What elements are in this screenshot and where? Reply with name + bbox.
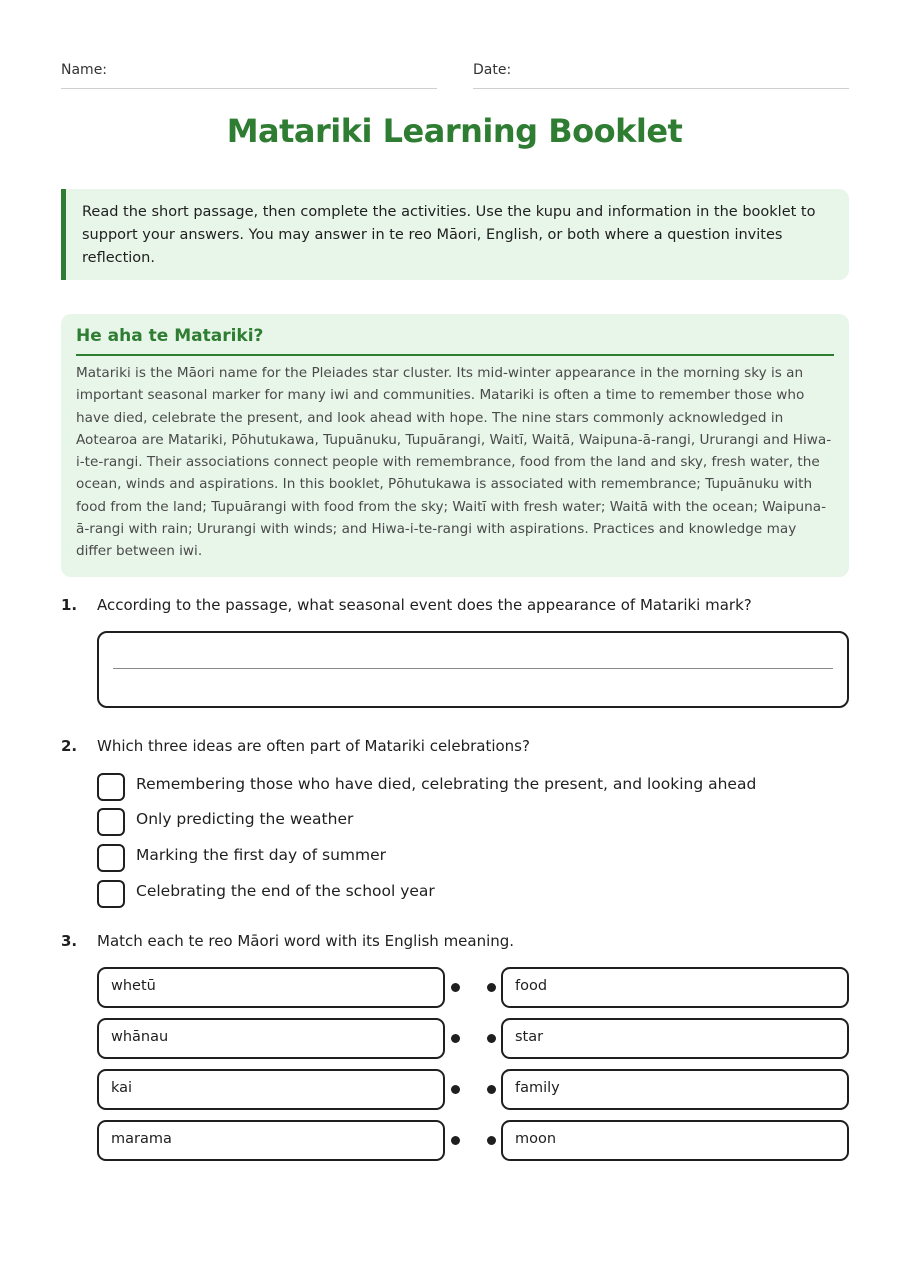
match-meaning-4: moon <box>501 1120 849 1161</box>
question-1-text: According to the passage, what seasonal event does the appearance of Matariki mark? <box>97 596 752 614</box>
passage-text: Matariki is the Māori name for the Pleiades star cluster. Its mid-winter appearance in the morning sky is an important seasonal marker for many iwi and communities. Matariki is often a time to remember those who have died, celebrate the present, and look ahead with hope. The nine stars commonly acknowledged in Aotearoa are Matariki, Pōhutukawa, Tupuānuku, Tupuārangi, Waitī, Waitā, Waipuna-ā-rangi, Ururangi and Hiwa-i-te-rangi. Their associations connect people with remembrance, food from the land and sky, fresh water, the ocean, winds and aspirations. In this booklet, Pōhutukawa is associated with remembrance; Tupuānuku with food from the land; Tupuārangi with food from the sky; Waitī with fresh water; Waitā with the ocean; Waipuna-ā-rangi with rain; Ururangi with winds; and Hiwa-i-te-rangi with aspirations. Practices and knowledge may differ between iwi. <box>76 365 832 560</box>
date-field[interactable] <box>473 60 849 89</box>
match-dot-right-4[interactable] <box>487 1136 496 1145</box>
answer-line <box>113 668 833 669</box>
checkbox[interactable] <box>97 773 125 801</box>
page-title: Matariki Learning Booklet <box>226 112 683 150</box>
match-word-2: whānau <box>97 1018 445 1059</box>
match-dot-right-3[interactable] <box>487 1085 496 1094</box>
question-3-text: Match each te reo Māori word with its English meaning. <box>97 932 515 950</box>
match-word-4: marama <box>97 1120 445 1161</box>
reading-passage <box>61 314 849 577</box>
question-1-number: 1. <box>61 596 78 614</box>
question-1-answer-box[interactable] <box>97 631 849 708</box>
match-word-1: whetū <box>97 967 445 1008</box>
match-meaning-3: family <box>501 1069 849 1110</box>
option-label: Marking the first day of summer <box>136 846 387 864</box>
match-dot-left-1[interactable] <box>451 983 460 992</box>
option-label: Celebrating the end of the school year <box>136 882 435 900</box>
match-meaning-1: food <box>501 967 849 1008</box>
name-field[interactable] <box>61 60 437 89</box>
match-dot-right-1[interactable] <box>487 983 496 992</box>
date-label: Date: <box>473 62 512 78</box>
match-dot-right-2[interactable] <box>487 1034 496 1043</box>
match-dot-left-2[interactable] <box>451 1034 460 1043</box>
name-label: Name: <box>61 62 108 78</box>
question-2-number: 2. <box>61 737 78 755</box>
match-dot-left-3[interactable] <box>451 1085 460 1094</box>
passage-heading: He aha te Matariki? <box>76 326 834 356</box>
match-meaning-2: star <box>501 1018 849 1059</box>
checkbox[interactable] <box>97 844 125 872</box>
checkbox[interactable] <box>97 880 125 908</box>
question-3-number: 3. <box>61 932 78 950</box>
checkbox[interactable] <box>97 808 125 836</box>
instructions-panel: Read the short passage, then complete the activities. Use the kupu and information in the booklet to support your answers. You may answer in te reo Māori, English, or both where a question invites reflection. <box>61 189 849 280</box>
option-label: Remembering those who have died, celebrating the present, and looking ahead <box>136 775 757 793</box>
option-label: Only predicting the weather <box>136 810 354 828</box>
match-word-3: kai <box>97 1069 445 1110</box>
question-2-text: Which three ideas are often part of Matariki celebrations? <box>97 737 530 755</box>
match-dot-left-4[interactable] <box>451 1136 460 1145</box>
